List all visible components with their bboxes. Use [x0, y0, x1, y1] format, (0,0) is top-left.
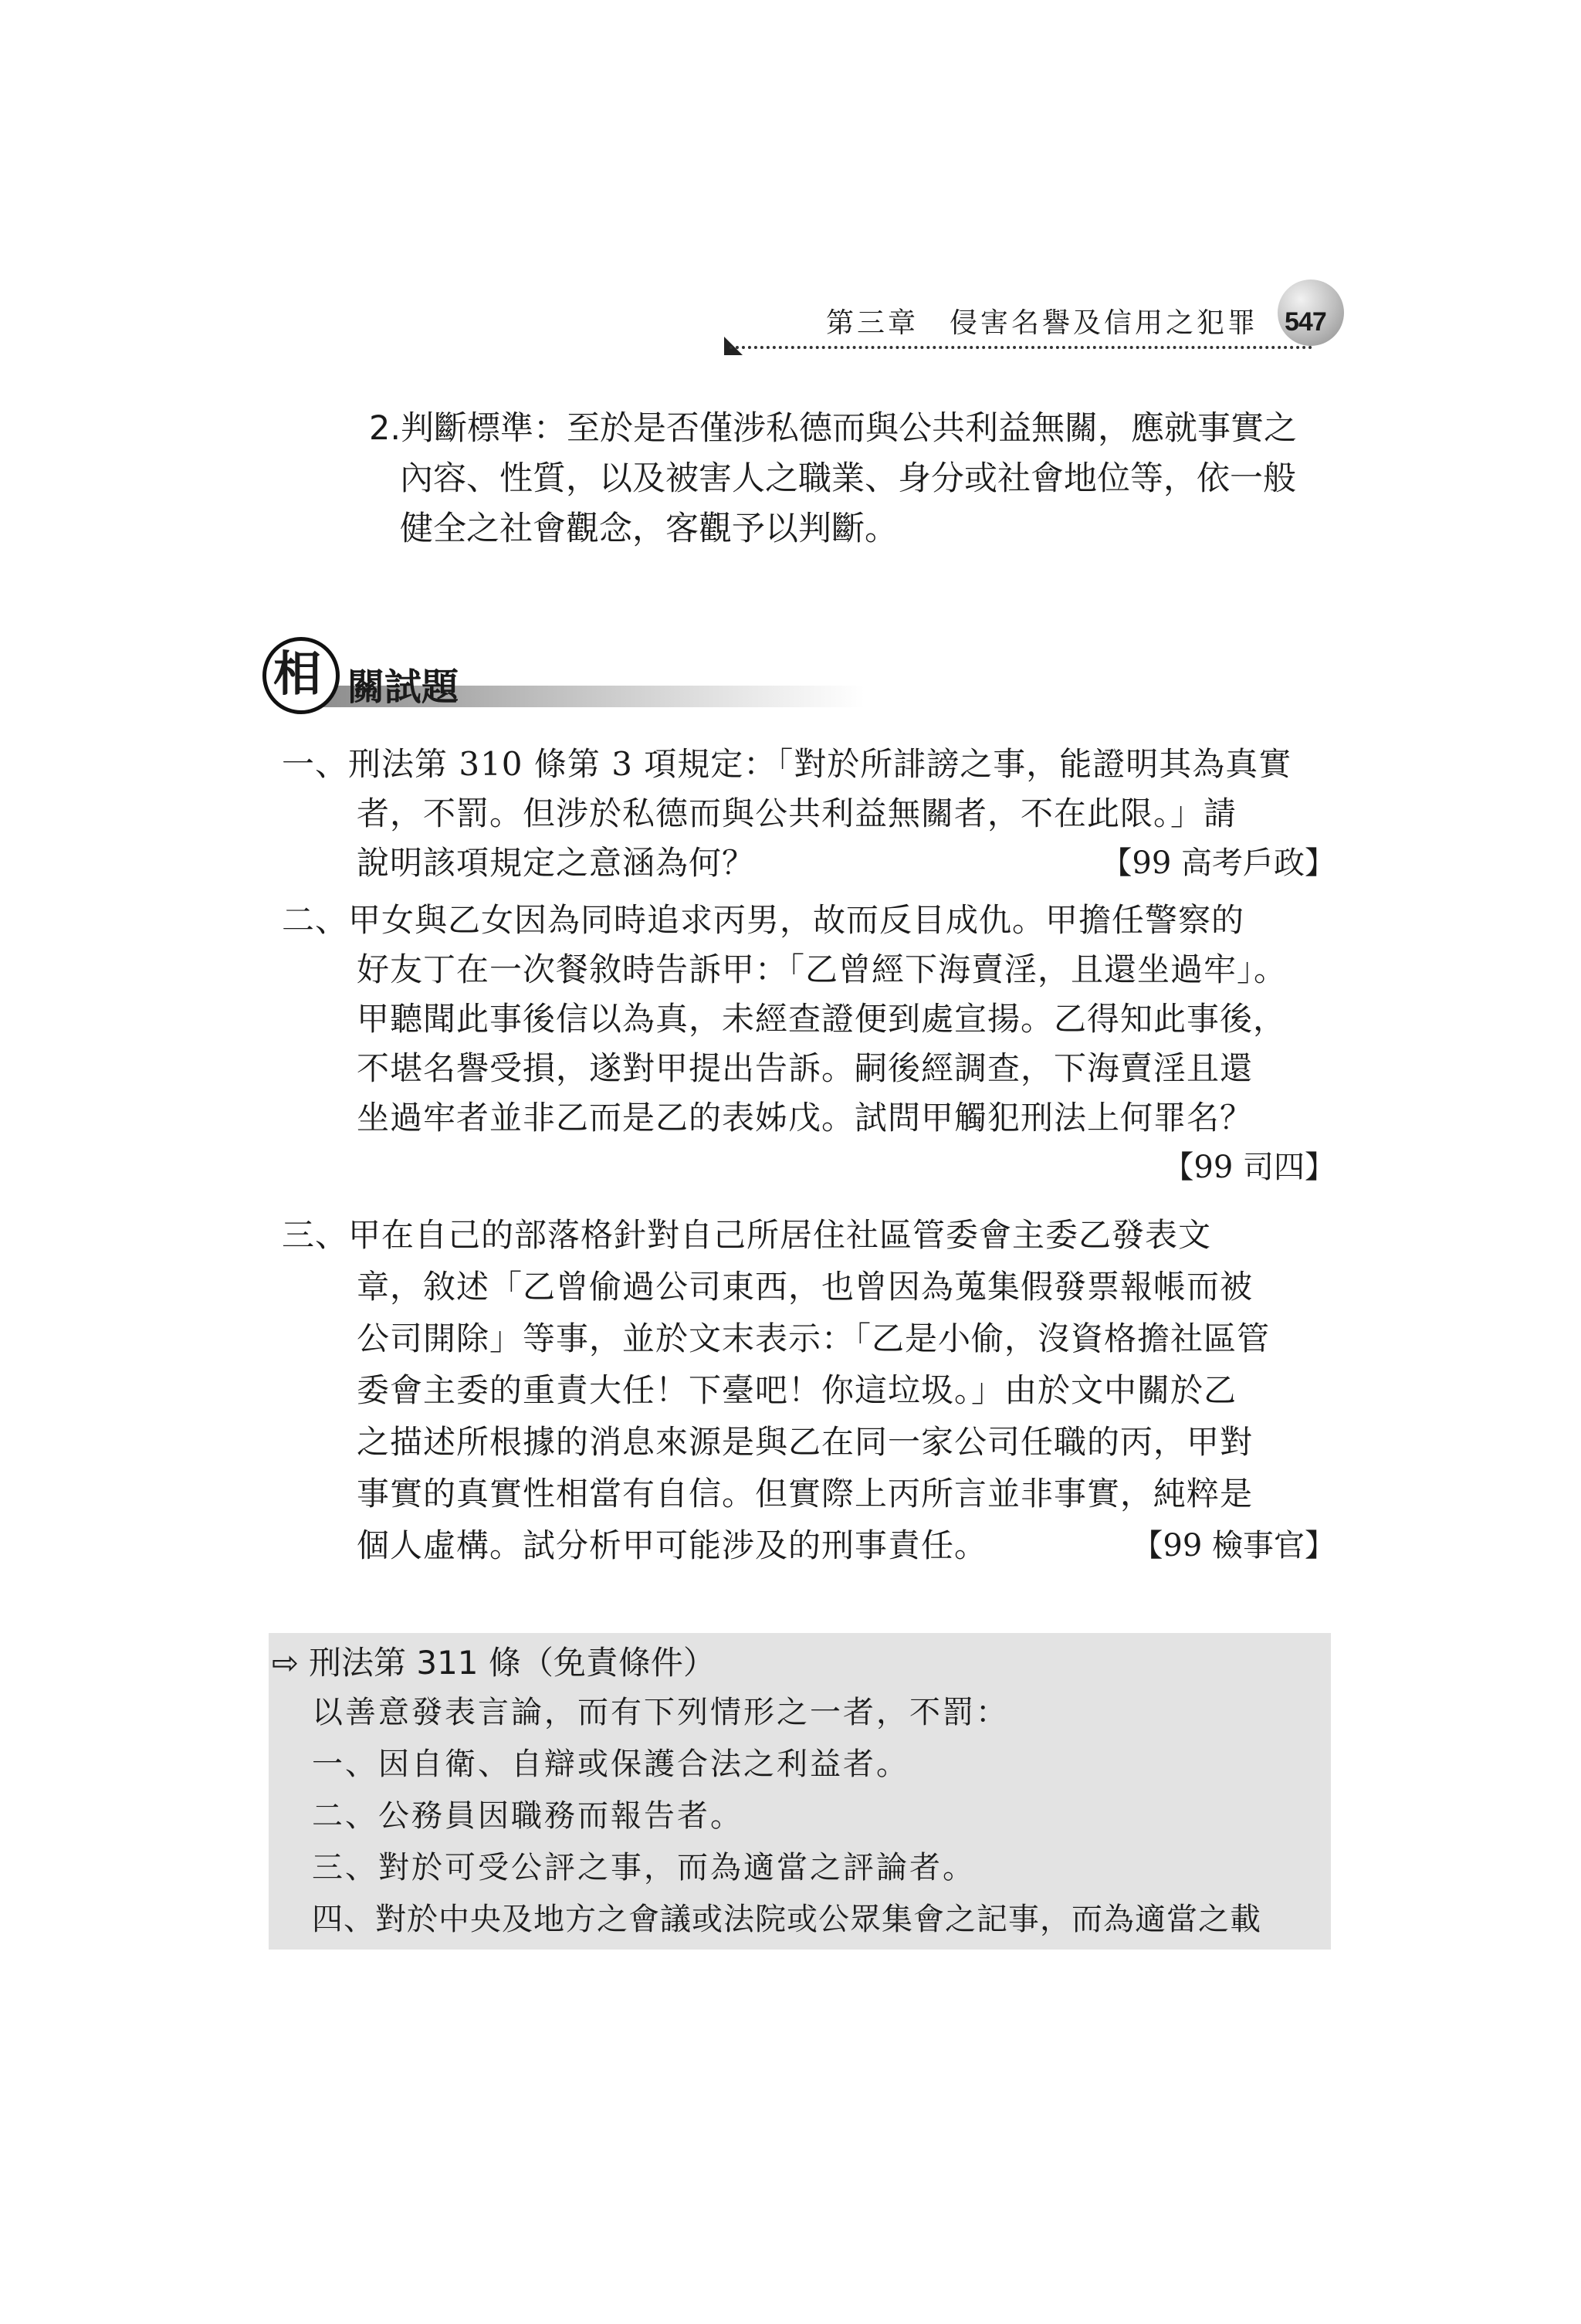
question-1-line: 一、刑法第 310 條第 3 項規定：「對於所誹謗之事，能證明其為真實	[282, 745, 1292, 783]
question-1-exam-tag: 【99 高考戶政】	[1101, 845, 1336, 881]
question-3-line: 個人虛構。試分析甲可能涉及的刑事責任。	[357, 1526, 988, 1564]
statute-line: 四、對於中央及地方之會議或法院或公眾集會之記事，而為適當之載	[312, 1902, 1261, 1937]
page-number: 547	[1285, 307, 1326, 337]
arrow-right-icon: ⇨	[272, 1644, 300, 1682]
question-3-line: 事實的真實性相當有自信。但實際上丙所言並非事實，純粹是	[357, 1475, 1254, 1513]
intro-line: 健全之社會觀念，客觀予以判斷。	[400, 510, 898, 548]
section-heading: 關試題	[347, 666, 459, 709]
question-3-line: 公司開除」等事，並於文末表示：「乙是小偷，沒資格擔社區管	[357, 1320, 1271, 1357]
question-3-exam-tag: 【99 檢事官】	[1132, 1528, 1336, 1563]
question-2-line: 不堪名譽受損，遂對甲提出告訴。嗣後經調查，下海賣淫且還	[357, 1049, 1254, 1087]
question-2-line: 甲聽聞此事後信以為真，未經查證便到處宣揚。乙得知此事後，	[357, 1000, 1287, 1038]
question-2-line: 好友丁在一次餐敘時告訴甲：「乙曾經下海賣淫，且還坐過牢」。	[357, 950, 1288, 988]
chapter-title: 第三章 侵害名譽及信用之犯罪	[825, 307, 1258, 339]
question-1-line: 說明該項規定之意涵為何？	[357, 844, 756, 882]
intro-line: 內容、性質，以及被害人之職業、身分或社會地位等，依一般	[400, 459, 1296, 498]
statute-line: 以善意發表言論，而有下列情形之一者，不罰：	[312, 1695, 1009, 1730]
heading-circle-char: 相	[273, 645, 322, 702]
question-3-line: 之描述所根據的消息來源是與乙在同一家公司任職的丙，甲對	[357, 1423, 1254, 1461]
question-2-line: 坐過牢者並非乙而是乙的表姊戊。試問甲觸犯刑法上何罪名？	[357, 1099, 1254, 1137]
question-2-exam-tag: 【99 司四】	[1163, 1150, 1336, 1185]
header-dotted-rule	[730, 346, 1312, 349]
statute-line: 二、公務員因職務而報告者。	[312, 1798, 743, 1834]
question-3-line: 三、甲在自己的部落格針對自己所居住社區管委會主委乙發表文	[282, 1216, 1212, 1254]
statute-line: 一、因自衛、自辯或保護合法之利益者。	[312, 1746, 909, 1782]
question-3-line: 委會主委的重責大任！下臺吧！你這垃圾。」由於文中關於乙	[357, 1371, 1237, 1409]
statute-line: 三、對於可受公評之事，而為適當之評論者。	[312, 1850, 976, 1885]
question-3-line: 章，敘述「乙曾偷過公司東西，也曾因為蒐集假發票報帳而被	[357, 1268, 1254, 1306]
question-2-line: 二、甲女與乙女因為同時追求丙男，故而反目成仇。甲擔任警察的	[282, 901, 1245, 939]
statute-title: 刑法第 311 條（免責條件）	[309, 1644, 716, 1682]
question-1-line: 者，不罰。但涉於私德而與公共利益無關者，不在此限。」請	[357, 794, 1237, 832]
intro-line: 2.判斷標準：至於是否僅涉私德而與公共利益無關，應就事實之	[369, 409, 1298, 448]
